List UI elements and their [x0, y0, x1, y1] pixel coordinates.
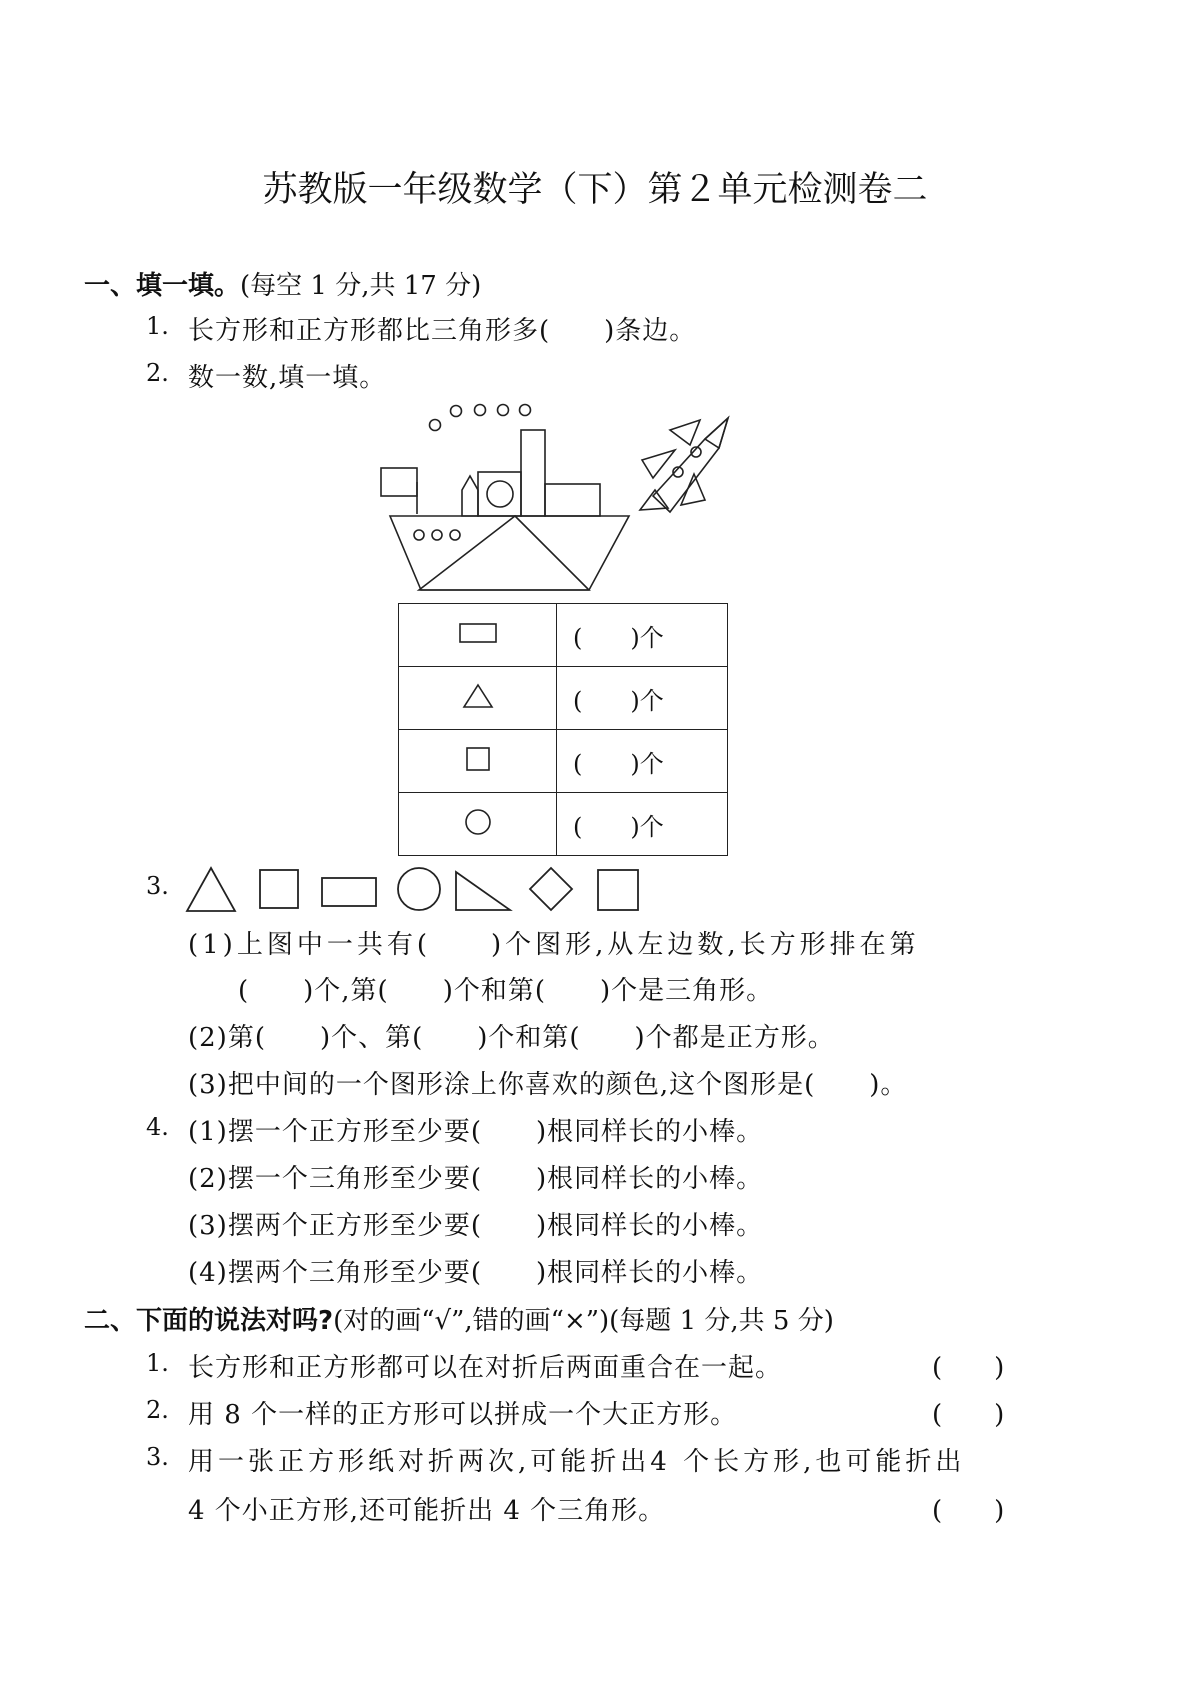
q3-number: 3.	[146, 872, 169, 900]
q3-part2: (2)第( )个、第( )个和第( )个都是正方形。	[188, 1023, 835, 1053]
q2-text: 数一数,填一填。	[188, 363, 387, 393]
q3-part1-line2: ( )个,第( )个和第( )个是三角形。	[238, 976, 774, 1006]
square-icon	[598, 870, 638, 910]
bubble-circle	[498, 405, 509, 416]
porthole-circle	[487, 481, 513, 507]
s2-item3-number: 3.	[146, 1443, 169, 1471]
q3-shape-row	[184, 864, 644, 916]
s2-item1-answer[interactable]: ( )	[932, 1353, 1005, 1383]
section1-header	[84, 265, 481, 302]
count-table	[398, 603, 728, 856]
right-triangle-icon	[456, 872, 510, 910]
rocket-nose-triangle	[705, 418, 728, 448]
bubble-circle	[430, 420, 441, 431]
page-title: 苏教版一年级数学（下）第２单元检测卷二	[262, 170, 928, 210]
cabin-square	[478, 472, 521, 516]
s2-item1-text: 长方形和正方形都可以在对折后两面重合在一起。	[188, 1353, 783, 1383]
table-row	[399, 604, 728, 667]
flag-rectangle	[381, 468, 417, 496]
q4-part2: (2)摆一个三角形至少要( )根同样长的小棒。	[188, 1164, 764, 1194]
q1-text: 长方形和正方形都比三角形多( )条边。	[188, 316, 697, 346]
q4-number: 4.	[146, 1113, 169, 1141]
table-row	[399, 793, 728, 856]
answer-blank[interactable]: ( )个	[557, 793, 728, 856]
q4-part3: (3)摆两个正方形至少要( )根同样长的小棒。	[188, 1211, 764, 1241]
circle-icon	[398, 868, 440, 910]
s2-item2-text: 用 8 个一样的正方形可以拼成一个大正方形。	[188, 1400, 738, 1430]
porthole-circle	[432, 530, 442, 540]
circle-icon	[463, 807, 493, 837]
answer-blank[interactable]: ( )个	[557, 667, 728, 730]
bubble-circle	[475, 405, 486, 416]
q4-part1: (1)摆一个正方形至少要( )根同样长的小棒。	[188, 1117, 764, 1147]
rectangle-icon	[322, 878, 376, 906]
chimney-rectangle	[521, 430, 545, 516]
q4-part4: (4)摆两个三角形至少要( )根同样长的小棒。	[188, 1258, 764, 1288]
answer-blank[interactable]: ( )个	[557, 730, 728, 793]
section2-heading: 二、下面的说法对吗?	[84, 1306, 334, 1336]
porthole-circle	[450, 530, 460, 540]
porthole-circle	[414, 530, 424, 540]
s2-item2-number: 2.	[146, 1396, 169, 1424]
table-row	[399, 730, 728, 793]
rectangle-icon	[458, 621, 498, 645]
table-row	[399, 667, 728, 730]
s2-item3-text2: 4 个小正方形,还可能折出 4 个三角形。	[188, 1496, 666, 1526]
q3-part1-line1: (1)上图中一共有( )个图形,从左边数,长方形排在第	[188, 930, 920, 960]
rocket-fin-triangle	[681, 474, 705, 505]
hull-triangle	[419, 516, 589, 590]
bubble-circle	[451, 406, 462, 417]
s2-item3-answer[interactable]: ( )	[932, 1496, 1005, 1526]
q1-number: 1.	[146, 312, 169, 340]
rocket-fin-triangle	[642, 450, 675, 478]
s2-item3-text: 用一张正方形纸对折两次,可能折出4 个长方形,也可能折出	[188, 1447, 966, 1477]
cargo-rectangle	[545, 484, 600, 516]
hull-trapezoid	[390, 516, 629, 590]
rocket-fin-triangle	[670, 420, 700, 445]
square-icon	[260, 870, 298, 908]
section2-header	[84, 1300, 834, 1337]
ship-rocket-illustration	[370, 398, 740, 598]
s2-item2-answer[interactable]: ( )	[932, 1400, 1005, 1430]
answer-blank[interactable]: ( )个	[557, 604, 728, 667]
diamond-icon	[530, 868, 572, 910]
section2-instructions: (对的画“√”,错的画“×”)(每题 1 分,共 5 分)	[333, 1306, 834, 1336]
triangle-icon	[461, 682, 495, 710]
s2-item1-number: 1.	[146, 1349, 169, 1377]
rocket-body	[653, 418, 728, 512]
bubble-circle	[520, 405, 531, 416]
q3-part3: (3)把中间的一个图形涂上你喜欢的颜色,这个图形是( )。	[188, 1070, 908, 1100]
triangle-icon	[187, 868, 235, 911]
cabin-pentagon	[462, 476, 478, 516]
section1-score: (每空 1 分,共 17 分)	[240, 271, 482, 301]
section1-heading: 一、填一填。	[84, 271, 241, 301]
square-icon	[464, 745, 492, 773]
q2-number: 2.	[146, 359, 169, 387]
